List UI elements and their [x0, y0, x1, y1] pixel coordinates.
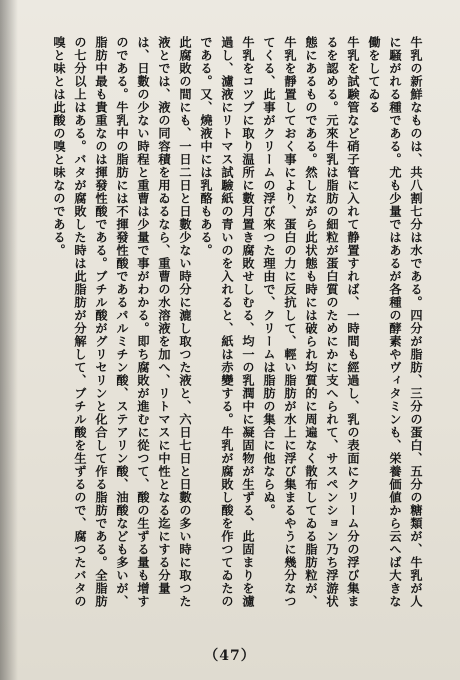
page-number: （47） [204, 648, 256, 664]
paragraph-4: 此腐敗の間にも、一日二日と日數少ない時分に漉し取つた液と、六日七日と日數の多い時に取つた液とでは、液の同容積を用ゐるなら、重曹の水溶液を加へ、リトマスに中性となる迄にする分量は、日數の少ない時程と重曹は少量で事がわかる。即ち腐敗が進むに從つて、酸の生ずる量も增すのである。牛乳中の脂肪には不揮發性酸であるパルミチン酸、ステアリン酸、油酸なども多いが、脂肪中最も貴重なのは揮發性酸である。ブチル酸がグリセリンと化合して作る脂肪である。全脂肪の七分以上はある。バタが腐敗した時は此脂肪が分解して、ブチル酸を生ずるので、腐つたバタの嗅と味とは此酸の嗅と味なのである。 [52, 36, 192, 608]
paragraph-2: 牛乳を試験管など硝子管に入れて静置すれば、一時間も經過し、乳の表面にクリーム分の浮び集まるを認める。元來牛乳は脂肪の細粒が蛋白質のためにかに支へられて、サスペンション乃ち浮游状態にあるものである。然しながら此状態も時には破られ均質的に周遍なく散布してゐる脂肪粒が、牛乳を靜置しておく事により、蛋白の力に反抗して、輕い脂肪が水上に浮び集まるやうに幾分なつてくる、此事がクリームの浮び來つた理由で、クリームは脂肪の集合に他ならぬ。 [262, 36, 360, 608]
paragraph-3: 牛乳をコツプに取り温所に數月置き腐敗せしむる、均一の乳潤中に凝固物が生ずる、此固まりを濾過し、濾液にリトマス試驗紙の青いのを入れると、紙は赤變する。牛乳が腐敗し酸を作つてゐたのである。又、燒液中には乳酪もある。 [199, 36, 255, 608]
paragraph-1: 牛乳の新鮮なものは、共八割七分は水である。四分が脂肪、三分の蛋白、五分の糖類が、牛乳が人に騒がれる種である。尤も少量ではあるが各種の酵素やヴィタミンも、栄養価値から云へば大きな働をしてゐる [367, 36, 423, 608]
binding-shadow [0, 0, 18, 680]
body-text [48, 36, 426, 616]
